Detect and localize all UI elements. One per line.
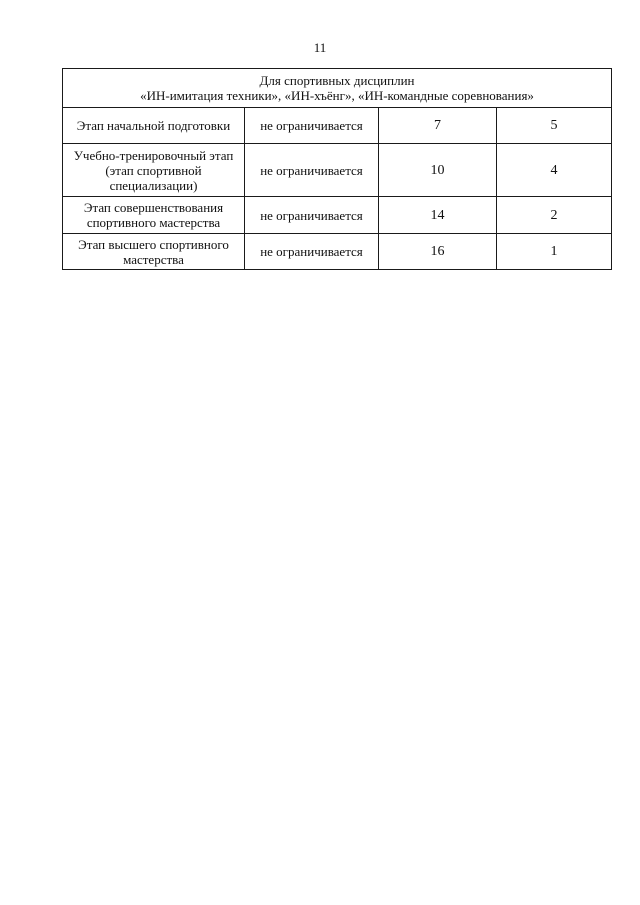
age-limit-cell: не ограничивается xyxy=(245,144,379,197)
sports-stages-table xyxy=(62,68,612,270)
table-row xyxy=(63,144,612,197)
min-age-cell: 14 xyxy=(379,197,497,234)
count-cell: 4 xyxy=(497,144,612,197)
stage-cell: Учебно-тренировочный этап (этап спортивной специализации) xyxy=(63,144,245,197)
age-limit-cell: не ограничивается xyxy=(245,108,379,144)
stage-cell: Этап совершенствования спортивного мастерства xyxy=(63,197,245,234)
table-row xyxy=(63,108,612,144)
age-limit-cell: не ограничивается xyxy=(245,197,379,234)
age-limit-cell: не ограничивается xyxy=(245,234,379,270)
min-age-cell: 7 xyxy=(379,108,497,144)
count-cell: 2 xyxy=(497,197,612,234)
stage-cell: Этап начальной подготовки xyxy=(63,108,245,144)
page-number: 11 xyxy=(313,40,327,55)
min-age-cell: 10 xyxy=(379,144,497,197)
count-cell: 1 xyxy=(497,234,612,270)
count-cell: 5 xyxy=(497,108,612,144)
table-row xyxy=(63,197,612,234)
table-header xyxy=(63,69,612,108)
header-line-1: Для спортивных дисциплин xyxy=(259,73,415,88)
table-row xyxy=(63,234,612,270)
table-header-row xyxy=(63,69,612,108)
min-age-cell: 16 xyxy=(379,234,497,270)
header-line-2: «ИН-имитация техники», «ИН-хъёнг», «ИН-командные соревнования» xyxy=(140,88,534,103)
stage-cell: Этап высшего спортивного мастерства xyxy=(63,234,245,270)
